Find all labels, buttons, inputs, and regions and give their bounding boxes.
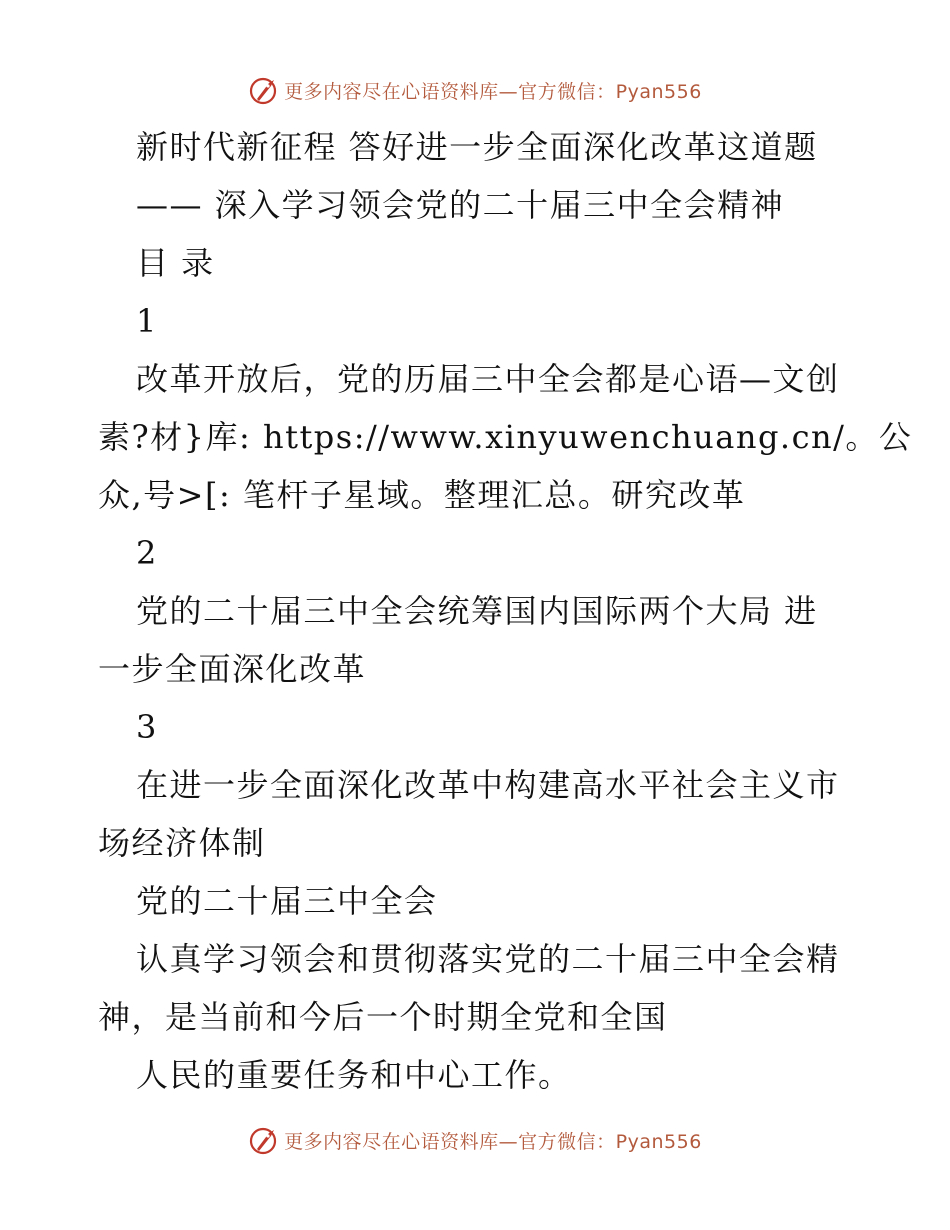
toc-item-number: 2: [136, 534, 158, 572]
pen-nib-logo-icon: [248, 1124, 280, 1156]
section-heading: 党的二十届三中全会: [136, 882, 438, 920]
body-paragraph-line: 神，是当前和今后一个时期全党和全国: [98, 998, 668, 1036]
toc-item-number: 3: [136, 708, 158, 746]
watermark-banner-bottom: [0, 1120, 950, 1160]
toc-item-line: 改革开放后，党的历届三中全会都是心语—文创: [136, 360, 840, 398]
toc-item-line: 众,号>[: 笔杆子星域。整理汇总。研究改革: [98, 476, 746, 514]
toc-item-line: 场经济体制: [98, 824, 266, 862]
watermark-text: 更多内容尽在心语资料库—官方微信：Pyan556: [284, 1130, 702, 1153]
toc-item-line: 在进一步全面深化改革中构建高水平社会主义市: [136, 766, 840, 804]
toc-item-line: 党的二十届三中全会统筹国内国际两个大局 进: [136, 592, 818, 630]
toc-item-line: 素?材}库: https://www.xinyuwenchuang.cn/。公: [98, 418, 913, 456]
document-subtitle: —— 深入学习领会党的二十届三中全会精神: [136, 186, 785, 224]
document-title: 新时代新征程 答好进一步全面深化改革这道题: [136, 128, 818, 166]
watermark-text: 更多内容尽在心语资料库—官方微信：Pyan556: [284, 80, 702, 103]
body-paragraph-line: 人民的重要任务和中心工作。: [136, 1056, 572, 1094]
body-paragraph-line: 认真学习领会和贯彻落实党的二十届三中全会精: [136, 940, 840, 978]
toc-item-number: 1: [136, 302, 158, 340]
toc-item-line: 一步全面深化改革: [98, 650, 367, 688]
document-body: [98, 118, 913, 1104]
pen-nib-logo-icon: [248, 74, 280, 106]
watermark-banner-top: [0, 70, 950, 110]
toc-heading: 目 录: [136, 244, 215, 282]
